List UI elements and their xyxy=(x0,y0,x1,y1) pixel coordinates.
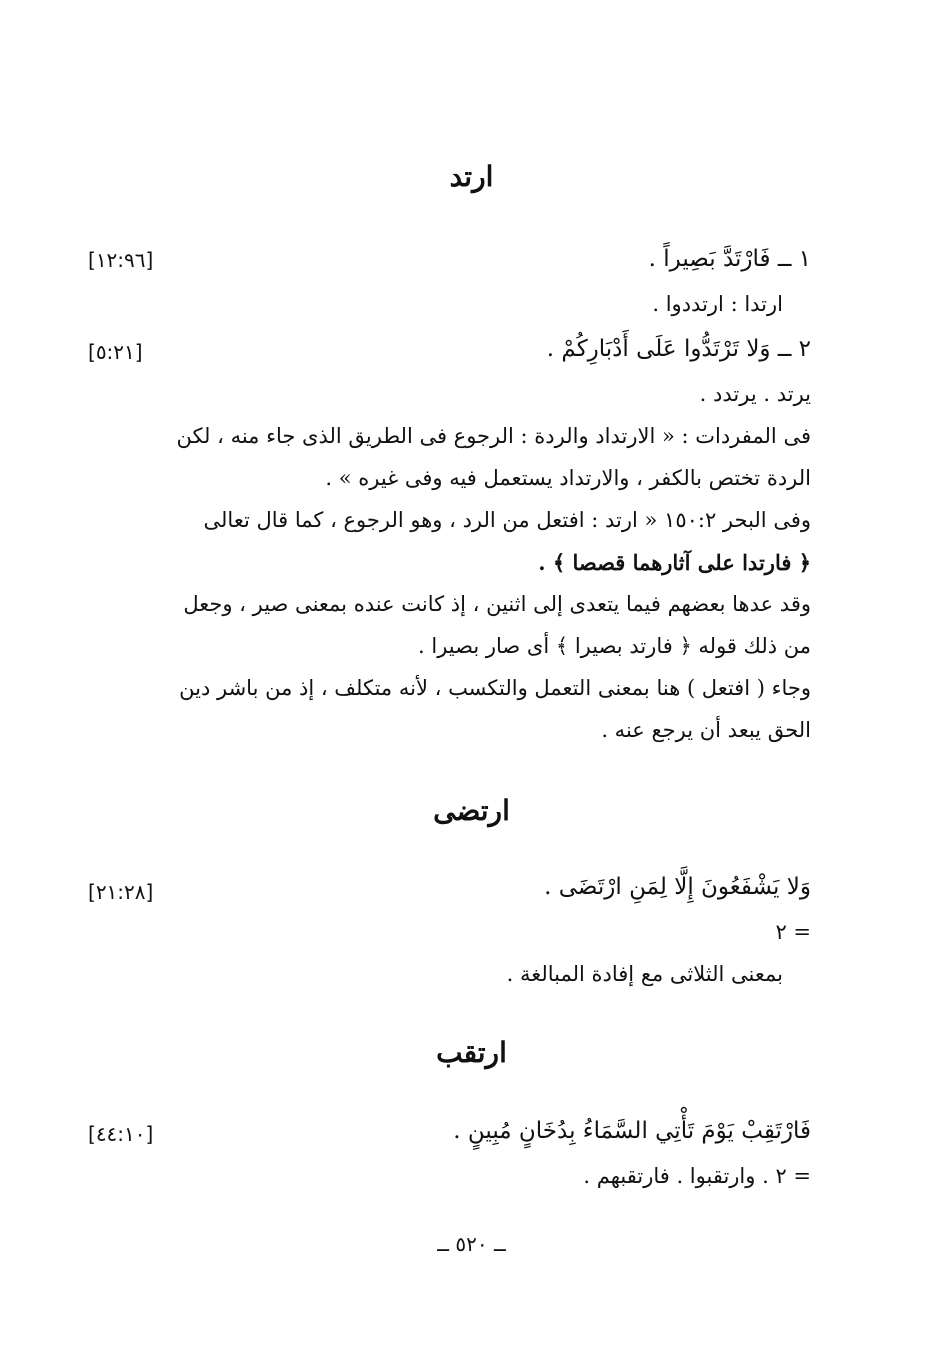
text-line: الحق يبعد أن يرجع عنه . xyxy=(601,718,811,742)
page-number: ــ ٥٢٠ ــ xyxy=(437,1232,506,1256)
entry-heading: ارتقب xyxy=(436,1036,507,1069)
text-line: = ٢ . وارتقبوا . فارتقبهم . xyxy=(583,1164,811,1188)
text-line: يرتد . يرتدد . xyxy=(699,382,811,406)
entry-heading: ارتد xyxy=(449,160,494,193)
text-line: وجاء ( افتعل ) هنا بمعنى التعمل والتكسب ، لأنه متكلف ، إذ من باشر دين xyxy=(179,676,811,700)
quran-verse: وَلا يَشْفَعُونَ إِلَّا لِمَنِ ارْتَضَى . xyxy=(544,874,811,900)
verse-reference: [٤٤:١٠] xyxy=(88,1122,154,1146)
verse-reference: [٢١:٢٨] xyxy=(88,880,154,904)
text-line: بمعنى الثلاثى مع إفادة المبالغة . xyxy=(506,962,783,986)
text-line: ﴿ فارتدا على آثارهما قصصا ﴾ . xyxy=(538,550,811,575)
text-line: من ذلك قوله ﴿ فارتد بصيرا ﴾ أى صار بصيرا . xyxy=(418,634,811,658)
text-line: وقد عدها بعضهم فيما يتعدى إلى اثنين ، إذ كانت عنده بمعنى صير ، وجعل xyxy=(183,592,811,616)
verse-reference: [١٢:٩٦] xyxy=(88,248,154,272)
text-line: وفى البحر ١٥٠:٢ « ارتد : افتعل من الرد ، وهو الرجوع ، كما قال تعالى xyxy=(203,508,811,532)
text-line: فى المفردات : « الارتداد والردة : الرجوع فى الطريق الذى جاء منه ، لكن xyxy=(176,424,811,448)
quran-verse: ٢ ــ وَلا تَرْتَدُّوا عَلَى أَدْبَارِكُمْ . xyxy=(546,336,811,362)
verse-reference: [٥:٢١] xyxy=(88,340,143,364)
text-line: الردة تختص بالكفر ، والارتداد يستعمل فيه وفى غيره » . xyxy=(325,466,811,490)
text-line: = ٢ xyxy=(775,920,811,944)
text-line: ارتدا : ارتددوا . xyxy=(652,292,783,316)
entry-heading: ارتضى xyxy=(433,794,510,827)
quran-verse: فَارْتَقِبْ يَوْمَ تَأْتِي السَّمَاءُ بِدُخَانٍ مُبِينٍ . xyxy=(453,1118,811,1144)
quran-verse: ١ ــ فَارْتَدَّ بَصِيراً . xyxy=(648,246,811,272)
